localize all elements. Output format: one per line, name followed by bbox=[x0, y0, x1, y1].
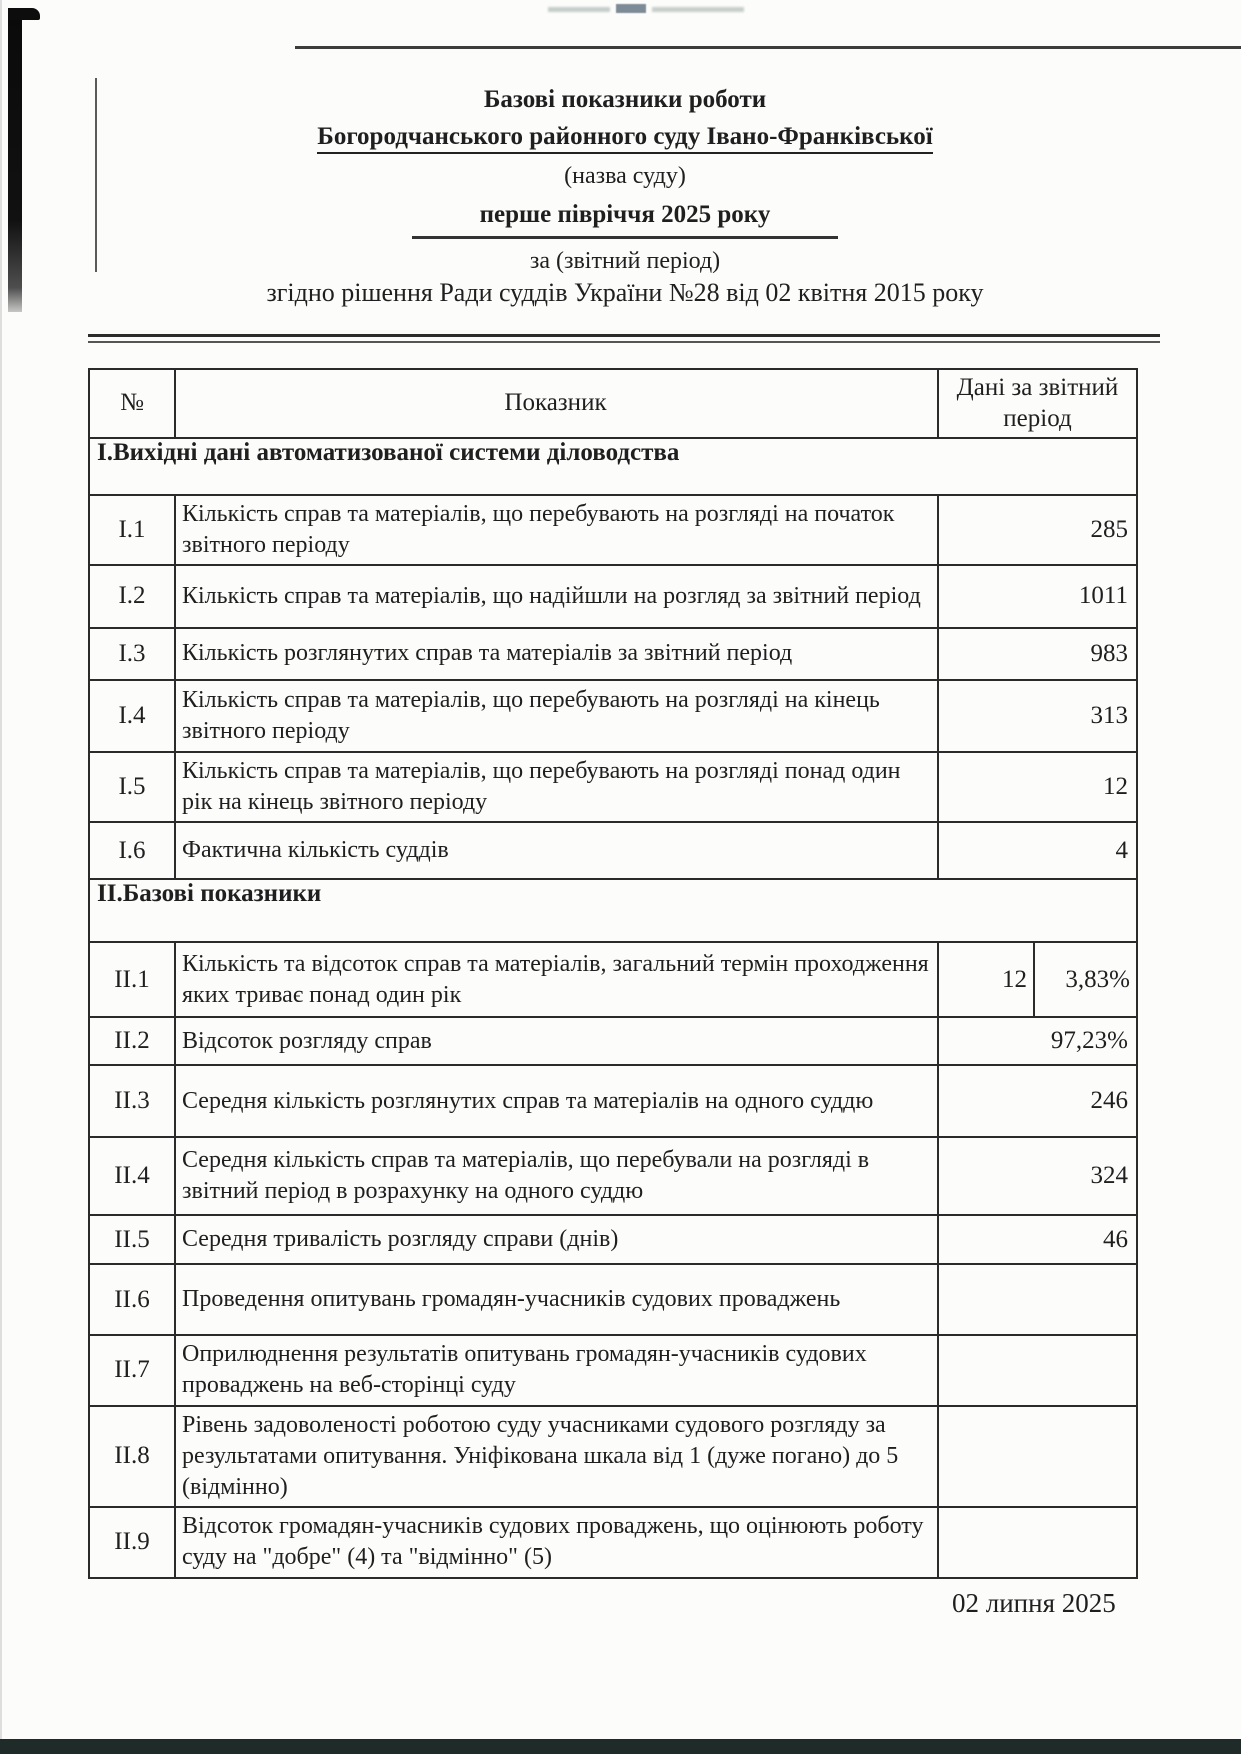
row-number: І.1 bbox=[90, 496, 176, 564]
column-header-number: № bbox=[90, 370, 176, 437]
section-row-2 bbox=[90, 880, 1136, 943]
row-number: І.3 bbox=[90, 629, 176, 679]
scan-corner-artifact-cap bbox=[8, 8, 40, 20]
table-row bbox=[90, 629, 1136, 681]
column-header-indicator: Показник bbox=[176, 370, 939, 437]
table-row bbox=[90, 1265, 1136, 1336]
table-row bbox=[90, 943, 1136, 1018]
row-value-split bbox=[939, 943, 1136, 1016]
row-value-count: 12 bbox=[939, 943, 1035, 1016]
row-value: 246 bbox=[1090, 1087, 1128, 1115]
table-row bbox=[90, 1066, 1136, 1138]
court-name-text: Богородчанського районного суду Івано-Франківської bbox=[317, 123, 932, 154]
table-row bbox=[90, 1138, 1136, 1216]
header-bottom-rule bbox=[88, 334, 1160, 337]
row-value bbox=[939, 1265, 1136, 1334]
table-row bbox=[90, 1018, 1136, 1066]
row-number: І.2 bbox=[90, 566, 176, 627]
table-row bbox=[90, 1508, 1136, 1576]
section-title: ІІ.Базові показники bbox=[97, 880, 322, 908]
row-value bbox=[939, 1336, 1136, 1404]
row-number: ІІ.3 bbox=[90, 1066, 176, 1136]
page-title: Базові показники роботи bbox=[483, 86, 767, 113]
row-indicator: Фактична кількість суддів bbox=[176, 823, 939, 878]
row-number: ІІ.9 bbox=[90, 1508, 176, 1576]
table-row bbox=[90, 566, 1136, 629]
row-number: ІІ.2 bbox=[90, 1018, 176, 1064]
row-indicator: Відсоток громадян-учасників судових проваджень, що оцінюють роботу суду на "добре" (4) та "відмінно" (5) bbox=[176, 1508, 939, 1576]
row-indicator: Кількість та відсоток справ та матеріалів, загальний термін проходження яких триває понад один рік bbox=[176, 943, 939, 1016]
row-indicator: Кількість розглянутих справ та матеріалів за звітний період bbox=[176, 629, 939, 679]
scan-smudge bbox=[548, 7, 610, 12]
row-value: 12 bbox=[1103, 773, 1128, 801]
indicators-table bbox=[88, 368, 1138, 1579]
row-indicator: Середня кількість розглянутих справ та матеріалів на одного суддю bbox=[176, 1066, 939, 1136]
report-period: перше півріччя 2025 року bbox=[479, 200, 771, 228]
row-value bbox=[939, 1508, 1136, 1576]
section-title: І.Вихідні дані автоматизованої системи діловодства bbox=[97, 438, 680, 466]
row-value: 46 bbox=[1103, 1225, 1128, 1253]
row-value-percent: 3,83% bbox=[1065, 965, 1130, 993]
row-indicator: Кількість справ та матеріалів, що перебувають на розгляді понад один рік на кінець звітного періоду bbox=[176, 753, 939, 821]
decision-note: згідно рішення Ради суддів України №28 від 02 квітня 2015 року bbox=[266, 278, 984, 307]
table-row bbox=[90, 753, 1136, 823]
scan-smudge bbox=[652, 7, 744, 12]
row-number: І.5 bbox=[90, 753, 176, 821]
row-value bbox=[939, 1407, 1136, 1507]
scan-smudge bbox=[616, 4, 646, 13]
row-number: ІІ.7 bbox=[90, 1336, 176, 1404]
row-indicator: Середня кількість справ та матеріалів, що перебували на розгляді в звітний період в розрахунку на одного суддю bbox=[176, 1138, 939, 1214]
row-indicator: Рівень задоволеності роботою суду учасниками судового розгляду за результатами опитування. Уніфікована шкала від 1 (дуже погано) до 5 (відмінно) bbox=[176, 1407, 939, 1507]
row-value: 324 bbox=[1090, 1162, 1128, 1190]
table-row bbox=[90, 823, 1136, 880]
row-value: 4 bbox=[1115, 836, 1128, 864]
report-period-underline bbox=[412, 236, 838, 239]
row-value: 313 bbox=[1090, 701, 1128, 729]
table-header-row bbox=[90, 370, 1136, 439]
report-date: 02 липня 2025 bbox=[952, 1588, 1116, 1618]
row-number: І.6 bbox=[90, 823, 176, 878]
row-value: 285 bbox=[1090, 515, 1128, 543]
row-number: ІІ.5 bbox=[90, 1216, 176, 1263]
row-value: 97,23% bbox=[1050, 1027, 1128, 1055]
section-row-1 bbox=[90, 439, 1136, 496]
row-indicator: Оприлюднення результатів опитувань громадян-учасників судових проваджень на веб-сторінці суду bbox=[176, 1336, 939, 1404]
row-indicator: Середня тривалість розгляду справи (днів) bbox=[176, 1216, 939, 1263]
row-value: 983 bbox=[1090, 639, 1128, 667]
table-row bbox=[90, 1407, 1136, 1509]
top-rule bbox=[295, 46, 1241, 49]
header-bottom-rule-echo bbox=[88, 341, 1160, 343]
column-header-data: Дані за звітний період bbox=[956, 374, 1119, 433]
court-name bbox=[95, 121, 1155, 152]
row-indicator: Відсоток розгляду справ bbox=[176, 1018, 939, 1064]
table-row bbox=[90, 1336, 1136, 1406]
row-value: 1011 bbox=[1078, 582, 1128, 610]
page-edge-shadow bbox=[0, 0, 2, 1754]
table-row bbox=[90, 1216, 1136, 1265]
row-indicator: Кількість справ та матеріалів, що надійшли на розгляд за звітний період bbox=[176, 566, 939, 627]
table-row bbox=[90, 681, 1136, 753]
scan-corner-artifact bbox=[8, 8, 22, 312]
row-number: ІІ.8 bbox=[90, 1407, 176, 1507]
row-number: І.4 bbox=[90, 681, 176, 751]
row-indicator: Проведення опитувань громадян-учасників судових проваджень bbox=[176, 1265, 939, 1334]
row-indicator: Кількість справ та матеріалів, що перебувають на розгляді на кінець звітного періоду bbox=[176, 681, 939, 751]
table-row bbox=[90, 496, 1136, 566]
scan-bottom-strip bbox=[0, 1739, 1241, 1754]
court-name-caption: (назва суду) bbox=[564, 162, 686, 189]
report-period-caption: за (звітний період) bbox=[529, 247, 721, 274]
document-header bbox=[95, 84, 1155, 276]
row-number: ІІ.1 bbox=[90, 943, 176, 1016]
row-indicator: Кількість справ та матеріалів, що перебувають на розгляді на початок звітного періоду bbox=[176, 496, 939, 564]
row-number: ІІ.6 bbox=[90, 1265, 176, 1334]
row-number: ІІ.4 bbox=[90, 1138, 176, 1214]
